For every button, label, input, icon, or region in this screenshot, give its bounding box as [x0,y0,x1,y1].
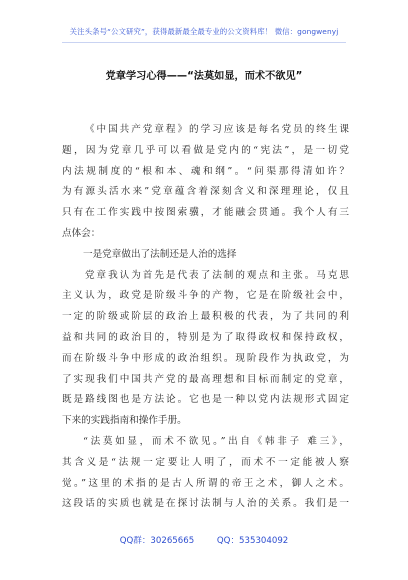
body-line-3: 内法规制度的“根和本、魂和纲”。“问渠那得清如许？ [62,165,349,177]
body-line-13: 了实现我们中国共产党的最高理想和目标而制定的党章， [62,373,349,385]
body-line-14: 既是路线图也是方法论。它也是一种以党内法规形式固定 [62,394,349,406]
body-line-1: 《中国共产党章程》的学习应该是每名党员的终生课 [83,124,349,135]
header-note: 关注头条号“公文研究”，获得最新最全最专业的公文资料库！ 微信：gongwenyj [69,27,339,36]
footer-qq: QQ：535304092 [216,536,289,546]
body-line-4: 为有源头活水来”党章蕴含着深刻含义和深理理论，仅且 [62,186,349,198]
body-line-5: 只有在工作实践中按图索骥，才能融会贯通。我个人有三 [62,207,349,219]
document-body [62,120,349,515]
body-line-2: 题，因为党章几乎可以看做是党内的“宪法”，是一切党 [62,144,349,156]
footer-contact [0,534,408,546]
header-divider [62,42,346,43]
body-line-17: 其含义是“法规一定要让人明了，而术不一定能被人察 [62,456,349,468]
body-line-12: 而在阶级斗争中形成的政治组织。现阶段作为执政党，为 [62,352,349,364]
body-line-11: 益和共同的政治目的，特别是为了取得政权和保持政权， [62,331,349,343]
body-line-9: 主义认为，政党是阶级斗争的产物，它是在阶级社会中， [62,290,349,302]
body-line-10: 一定的阶级或阶层的政治上最积极的代表，为了共同的利 [62,311,349,323]
document-title: 党章学习心得——“法莫如显，而术不欲见” [105,71,303,82]
body-line-8: 党章我认为首先是代表了法制的观点和主张。马克思 [83,269,349,281]
body-line-19: 这段话的实质也就是在探讨法制与人治的关系。我们是一 [62,498,349,510]
body-line-16: “法莫如显，而术不欲见。”出自《韩非子 难三》， [83,435,349,447]
body-line-18: 觉。”这里的术指的是古人所谓的帝王之术，御人之术。 [62,477,349,489]
section-heading: 一是党章做出了法制还是人治的选择 [83,248,237,260]
body-line-15: 下来的实践指南和操作手册。 [62,415,187,427]
footer-qq-group: QQ群：30265665 [119,536,195,546]
body-line-6: 点体会： [62,227,101,239]
